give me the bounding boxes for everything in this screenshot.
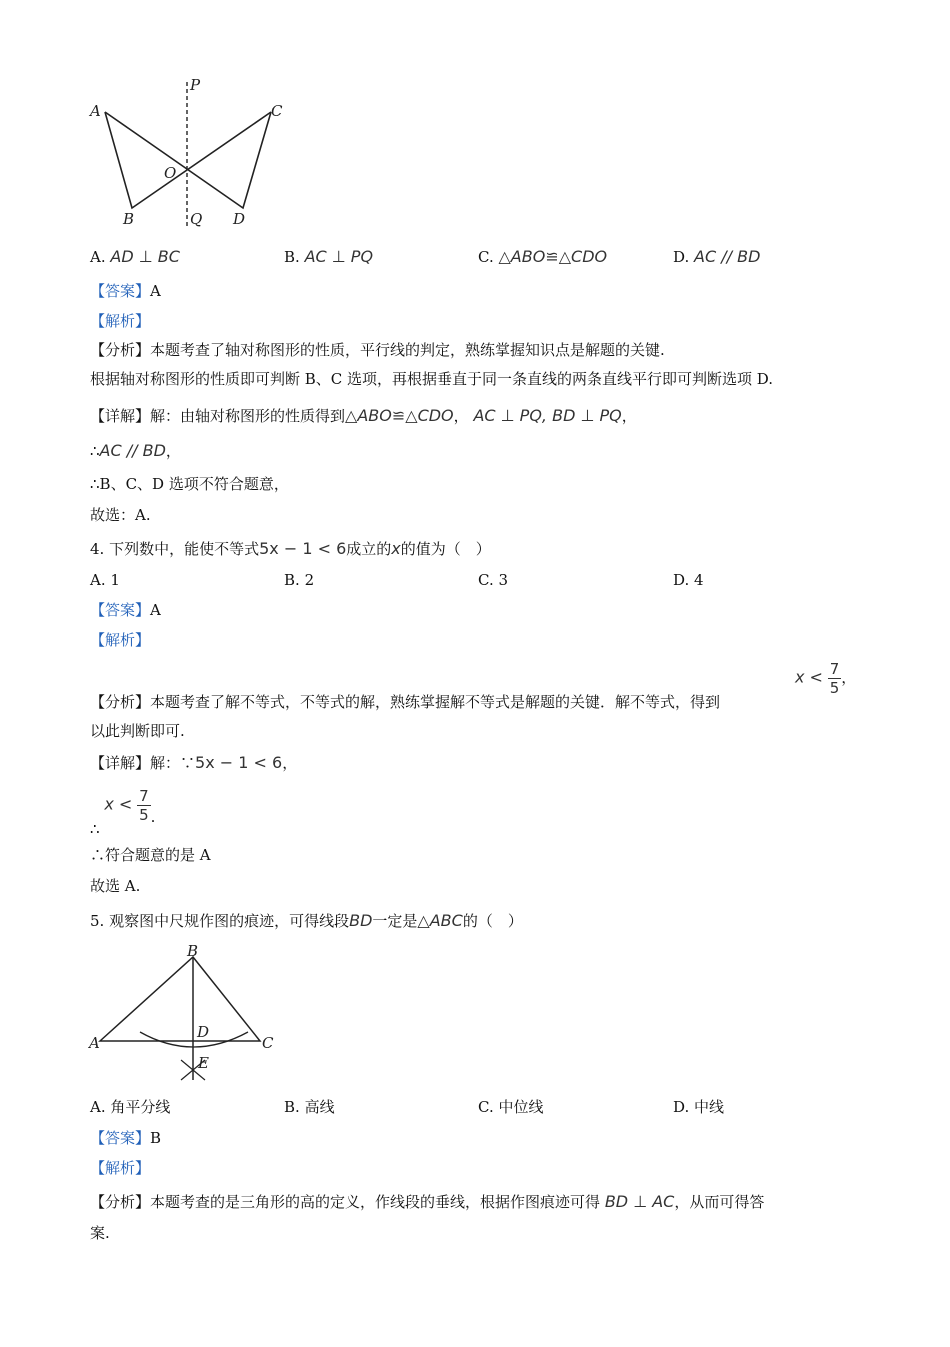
option-value: 角平分线 bbox=[110, 1098, 171, 1116]
therefore-math: AC // BD bbox=[99, 441, 166, 460]
option-value: 3 bbox=[498, 571, 509, 589]
fraction-numerator: 7 bbox=[829, 660, 840, 678]
q5-option-d bbox=[673, 1096, 724, 1118]
triangle-cdo bbox=[105, 112, 271, 208]
q3-therefore1 bbox=[90, 440, 181, 462]
label-d: D bbox=[233, 210, 246, 228]
q3-figure bbox=[88, 74, 298, 234]
q3-option-c bbox=[478, 246, 607, 268]
q4-xiangjie bbox=[90, 752, 297, 774]
label-o: O bbox=[164, 164, 177, 182]
option-math: △ABO≌△CDO bbox=[498, 247, 608, 266]
fraction-numerator: 7 bbox=[139, 787, 149, 805]
label-b: B bbox=[187, 942, 199, 960]
answer-value: B bbox=[150, 1129, 162, 1147]
option-letter: C. bbox=[478, 248, 494, 266]
label-c: C bbox=[271, 102, 283, 120]
xiangjie-end: ， bbox=[282, 754, 298, 772]
q3-analysis-heading bbox=[90, 310, 150, 332]
option-letter: B. bbox=[284, 1098, 300, 1116]
q4-therefore2: ∴符合题意的是 A bbox=[90, 846, 211, 864]
option-value: 4 bbox=[694, 571, 704, 589]
stem-post: 的值为（ ） bbox=[400, 540, 491, 558]
analysis-tag: 【解析】 bbox=[90, 631, 151, 649]
option-letter: D. bbox=[673, 571, 690, 589]
label-q: Q bbox=[190, 210, 203, 228]
fraction-denominator: 5 bbox=[139, 806, 149, 824]
option-letter: B. bbox=[284, 248, 300, 266]
q4-analysis-heading bbox=[90, 629, 150, 651]
answer-tag: 【答案】 bbox=[90, 1129, 151, 1147]
q5-analysis-heading bbox=[90, 1157, 150, 1179]
xiangjie-tag: 【详解】 bbox=[90, 407, 151, 425]
q3-therefore2: ∴B、C、D 选项不符合题意， bbox=[90, 475, 289, 493]
stem-pre: 4. 下列数中，能使不等式 bbox=[90, 540, 260, 558]
fenxi-math: BD ⊥ AC bbox=[604, 1192, 675, 1211]
fenxi-end: ， bbox=[841, 668, 857, 687]
construction-arc bbox=[140, 1032, 248, 1047]
therefore-symbol: ∴ bbox=[90, 442, 100, 460]
label-p: P bbox=[190, 76, 201, 94]
q3-option-b bbox=[284, 246, 373, 268]
fraction-lhs: x < bbox=[104, 794, 133, 814]
analysis-tag: 【解析】 bbox=[90, 1159, 151, 1177]
label-b: B bbox=[123, 210, 135, 228]
q4-fenxi-fraction-expr bbox=[795, 660, 856, 697]
xiangjie-sep: ， bbox=[453, 407, 469, 425]
q3-option-d bbox=[673, 246, 760, 268]
q3-fenxi-line2: 根据轴对称图形的性质即可判断 B、C 选项，再根据垂直于同一条直线的两条直线平行即可判断选项 D. bbox=[90, 370, 774, 388]
q3-answer bbox=[90, 280, 161, 302]
therefore-symbol: ∴ bbox=[90, 819, 100, 838]
q4-option-b bbox=[284, 569, 314, 591]
q4-option-a bbox=[90, 569, 120, 591]
option-letter: C. bbox=[478, 571, 494, 589]
stem-var: x bbox=[391, 539, 401, 558]
stem-pre: 5. 观察图中尺规作图的痕迹，可得线段 bbox=[90, 912, 350, 930]
triangle-abo bbox=[105, 112, 271, 208]
analysis-tag: 【解析】 bbox=[90, 312, 151, 330]
option-letter: A. bbox=[90, 1098, 106, 1116]
q5-option-b bbox=[284, 1096, 335, 1118]
option-letter: A. bbox=[90, 248, 106, 266]
q5-fenxi-line2: 案. bbox=[90, 1224, 110, 1242]
option-value: 1 bbox=[110, 571, 120, 589]
q4-choose: 故选 A. bbox=[90, 877, 141, 895]
stem-mid: 一定是 bbox=[372, 912, 418, 930]
xiangjie-text: 解：由轴对称图形的性质得到 bbox=[150, 407, 346, 425]
therefore-end: ， bbox=[165, 442, 181, 460]
q3-choose: 故选：A. bbox=[90, 506, 151, 524]
stem-math1: BD bbox=[349, 911, 373, 930]
fenxi-text: 本题考查了轴对称图形的性质，平行线的判定，熟练掌握知识点是解题的关键. bbox=[150, 341, 665, 359]
label-e: E bbox=[198, 1054, 209, 1072]
q5-option-a bbox=[90, 1096, 170, 1118]
option-math: AC ⊥ PQ bbox=[304, 247, 374, 266]
option-math: AC // BD bbox=[694, 247, 761, 266]
answer-tag: 【答案】 bbox=[90, 601, 151, 619]
option-letter: D. bbox=[673, 248, 690, 266]
fenxi-tag: 【分析】 bbox=[90, 341, 151, 359]
label-d: D bbox=[197, 1023, 210, 1041]
therefore-end: . bbox=[150, 807, 156, 826]
xiangjie-math2: AC ⊥ PQ, BD ⊥ PQ bbox=[473, 406, 622, 425]
xiangjie-text: 解：∵ bbox=[150, 754, 196, 772]
q4-option-c bbox=[478, 569, 508, 591]
option-letter: C. bbox=[478, 1098, 494, 1116]
option-value: 中线 bbox=[694, 1098, 725, 1116]
option-letter: D. bbox=[673, 1098, 690, 1116]
fenxi-text: 本题考查的是三角形的高的定义，作线段的垂线，根据作图痕迹可得 bbox=[150, 1193, 601, 1211]
q3-fenxi bbox=[90, 339, 665, 361]
fraction-denominator: 5 bbox=[829, 679, 840, 697]
q5-fenxi bbox=[90, 1191, 764, 1213]
fenxi-tag: 【分析】 bbox=[90, 693, 151, 711]
label-c: C bbox=[262, 1034, 274, 1052]
stem-math: 5x − 1 < 6 bbox=[259, 539, 347, 558]
stem-mid: 成立的 bbox=[346, 540, 392, 558]
q3-option-a bbox=[90, 246, 180, 268]
option-letter: B. bbox=[284, 571, 300, 589]
fenxi-tag: 【分析】 bbox=[90, 1193, 151, 1211]
xiangjie-tag: 【详解】 bbox=[90, 754, 151, 772]
answer-tag: 【答案】 bbox=[90, 282, 151, 300]
triangle-abc bbox=[100, 957, 260, 1041]
fraction bbox=[828, 660, 842, 697]
option-value: 高线 bbox=[304, 1098, 335, 1116]
option-value: 中位线 bbox=[498, 1098, 544, 1116]
answer-value: A bbox=[150, 282, 161, 300]
q4-fenxi bbox=[90, 691, 720, 713]
q4-therefore bbox=[90, 787, 156, 838]
option-letter: A. bbox=[90, 571, 106, 589]
label-a: A bbox=[90, 102, 101, 120]
q5-option-c bbox=[478, 1096, 544, 1118]
option-value: 2 bbox=[304, 571, 315, 589]
q4-fenxi-line2: 以此判断即可. bbox=[90, 722, 185, 740]
fenxi-end: ，从而可得答 bbox=[674, 1193, 765, 1211]
xiangjie-math1: △ABO≌△CDO bbox=[345, 406, 454, 425]
q5-figure bbox=[88, 942, 288, 1087]
xiangjie-end: ， bbox=[621, 407, 637, 425]
q5-answer bbox=[90, 1127, 161, 1149]
q4-answer bbox=[90, 599, 161, 621]
answer-value: A bbox=[150, 601, 161, 619]
option-math: AD ⊥ BC bbox=[110, 247, 180, 266]
xiangjie-math: 5x − 1 < 6 bbox=[195, 753, 283, 772]
fraction bbox=[137, 787, 151, 824]
q3-xiangjie bbox=[90, 405, 637, 427]
q4-stem bbox=[90, 538, 491, 560]
fraction-lhs: x < bbox=[795, 667, 823, 687]
fenxi-text: 本题考查了解不等式，不等式的解，熟练掌握解不等式是解题的关键．解不等式，得到 bbox=[150, 693, 721, 711]
stem-post: 的（ ） bbox=[462, 912, 523, 930]
q5-stem bbox=[90, 910, 523, 932]
q4-option-d bbox=[673, 569, 704, 591]
label-a: A bbox=[89, 1034, 100, 1052]
stem-math2: △ABC bbox=[417, 911, 463, 930]
